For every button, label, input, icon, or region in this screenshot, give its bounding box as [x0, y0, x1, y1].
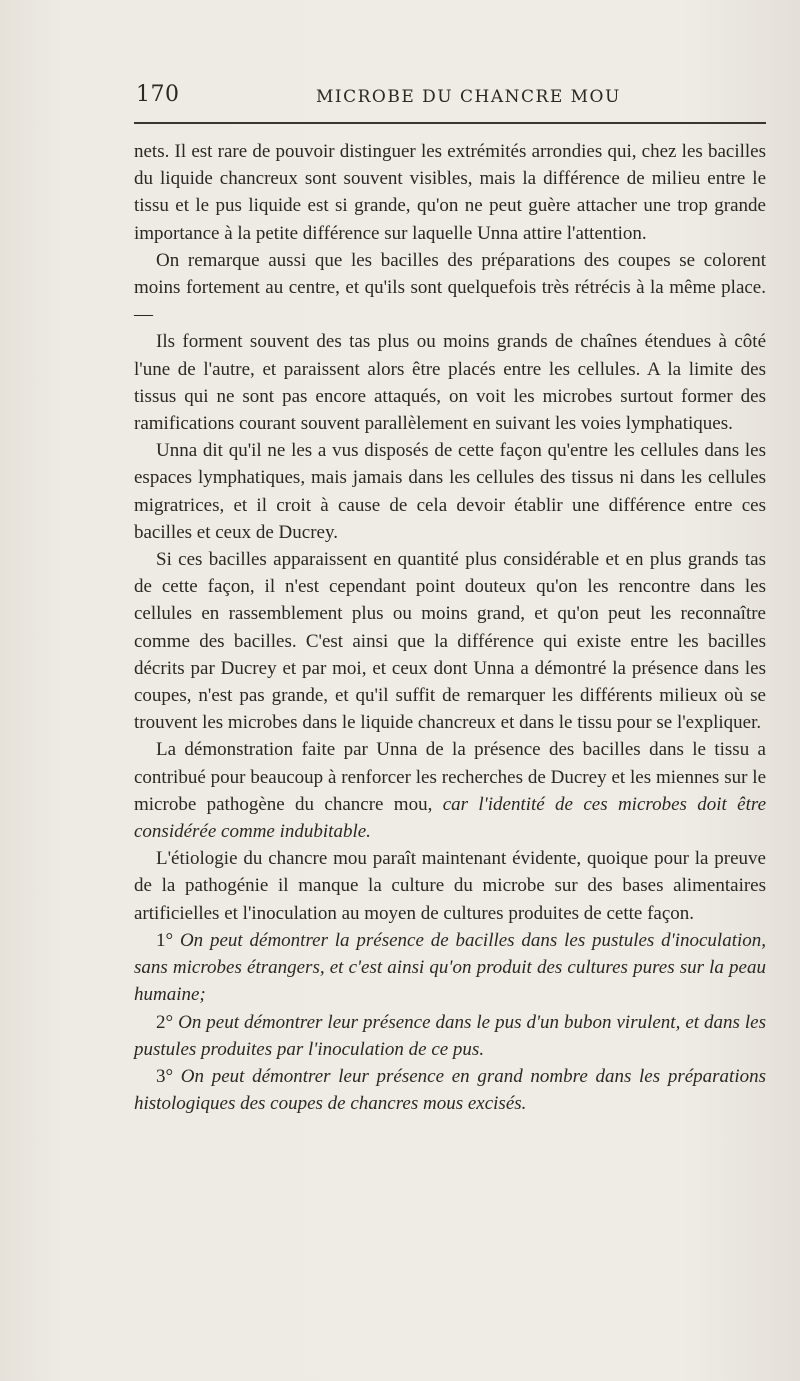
header-rule — [134, 122, 766, 124]
paragraph: On remarque aussi que les bacilles des préparations des coupes se colorent moins fortement au centre, et qu'ils sont quelquefois très rétrécis à la même place. — — [134, 249, 766, 326]
item-marker: 2° — [156, 1011, 174, 1033]
paragraph: Si ces bacilles apparaissent en quantité plus considérable et en plus grands tas de cette façon, il n'est cependant point douteux qu'on les rencontre dans les cellules en rassemblement plus ou moins grand, et qu'on peut les reconnaître comme des bacilles. C'est ainsi que la différence qui existe entre les bacilles décrits par Ducrey et par moi, et ceux dont Unna a démontré la présence dans les coupes, n'est pas grande, et qu'il suffit de remarquer les différents milieux où se trouvent les microbes dans le liquide chancreux et dans le tissu pour se l'expliquer. — [134, 549, 766, 734]
paragraph-lead: La démonstration faite par Unna de la présence des bacilles dans le tissu a contribué pour beaucoup à renforcer les recherches de Ducrey et les miennes sur le microbe pathogène du chancre mou, — [134, 739, 766, 815]
item-text: On peut démontrer leur présence dans le pus d'un bubon virulent, et dans les pustules produites par l'inoculation de ce pus. — [134, 1011, 766, 1060]
running-title: MICROBE DU CHANCRE MOU — [316, 87, 621, 107]
item-text: On peut démontrer leur présence en grand nombre dans les préparations histologiques des coupes de chancres mous excisés. — [134, 1065, 766, 1115]
paragraph-italic-conclusion: car l'identité de ces microbes doit être considérée comme indubitable. — [134, 793, 767, 843]
paragraph-demonstration — [134, 736, 766, 845]
numbered-item-3 — [134, 1063, 766, 1117]
paragraph: Ils forment souvent des tas plus ou moins grands de chaînes étendues à côté l'une de l'autre, et paraissent alors être placés entre les cellules. A la limite des tissus qui ne sont pas encore attaqués, on voit les microbes surtout former des ramifications courant souvent parallèlement en suivant les voies lymphatiques. — [134, 331, 766, 435]
item-marker: 3° — [156, 1065, 174, 1087]
paragraph: Unna dit qu'il ne les a vus disposés de cette façon qu'entre les cellules dans les espaces lymphatiques, mais jamais dans les cellules des tissus ni dans les cellules migratrices, et il croit à cause de cela devoir établir une différence entre ces bacilles et ceux de Ducrey. — [134, 440, 766, 543]
item-text: On peut démontrer la présence de bacilles dans les pustules d'inoculation, sans microbes étrangers, et c'est ainsi qu'on produit des cultures pures sur la peau humaine; — [134, 929, 766, 1006]
numbered-item-2 — [134, 1009, 766, 1063]
numbered-item-1 — [134, 927, 766, 1009]
paragraph: nets. Il est rare de pouvoir distinguer les extrémités arrondies qui, chez les bacilles du liquide chancreux sont souvent visibles, mais la différence de milieu entre le tissu et le pus liquide est si grande, qu'on ne peut guère attacher une trop grande importance à la petite différence sur laquelle Unna attire l'attention. — [134, 141, 766, 244]
paragraph: L'étiologie du chancre mou paraît maintenant évidente, quoique pour la preuve de la pathogénie il manque la culture du microbe sur des bases alimentaires artificielles et l'inoculation au moyen de cultures produites de cette façon. — [134, 848, 766, 924]
item-marker: 1° — [156, 929, 174, 951]
page-number: 170 — [136, 82, 180, 107]
body-text — [134, 138, 766, 1117]
running-head — [134, 82, 766, 112]
